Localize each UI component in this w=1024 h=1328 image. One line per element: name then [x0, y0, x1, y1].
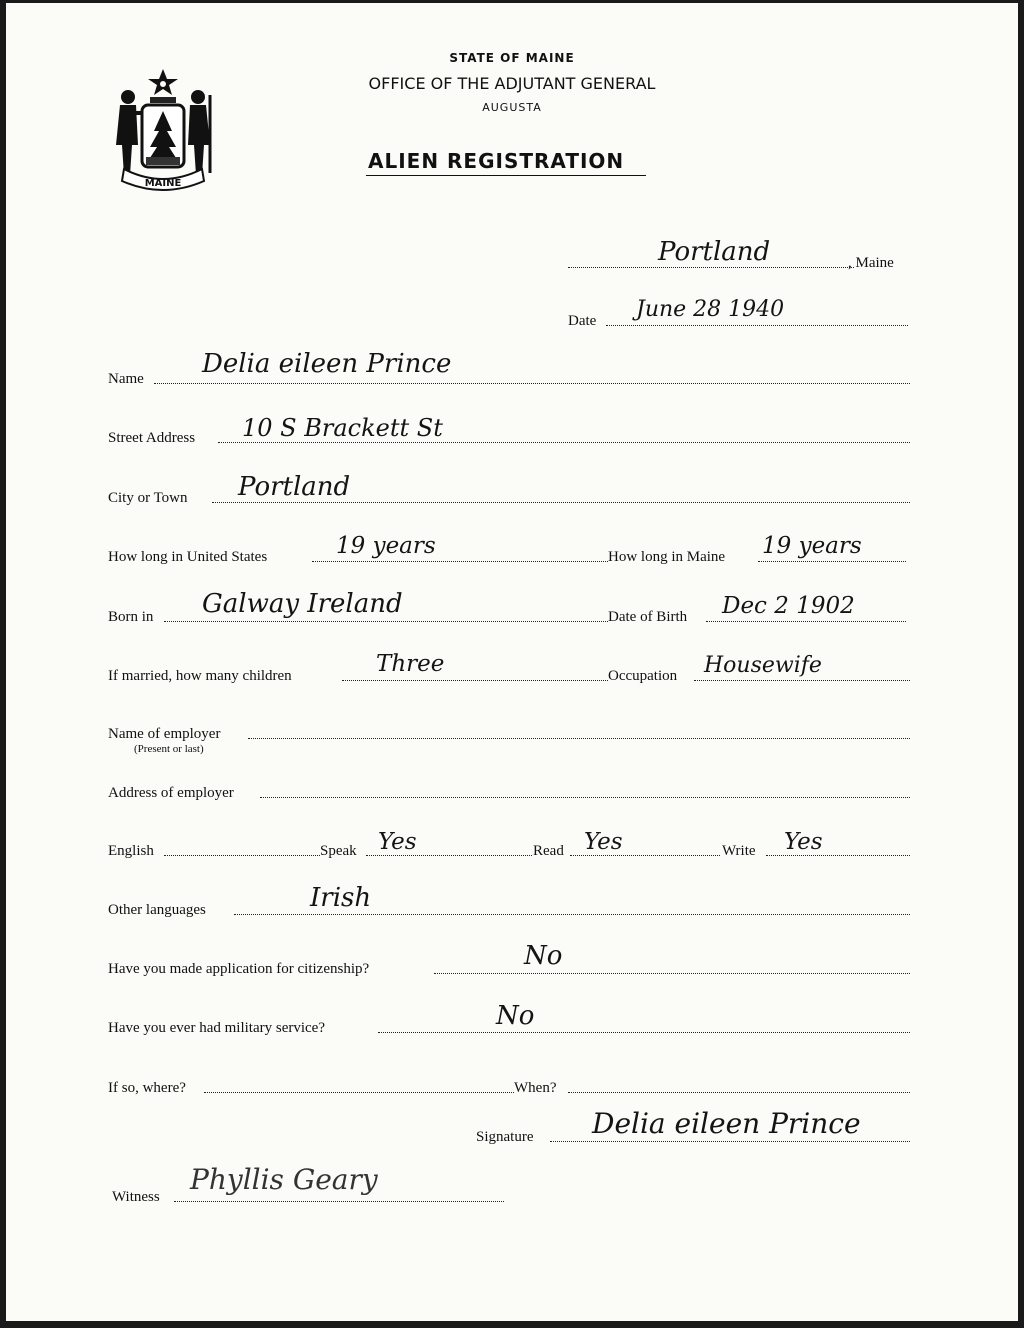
- signature-value: Delia eileen Prince: [592, 1107, 861, 1140]
- street-label: Street Address: [108, 430, 196, 446]
- read-label: Read: [533, 843, 564, 859]
- how-long-maine-label: How long in Maine: [608, 549, 726, 565]
- citizenship-label: Have you made application for citizenship?: [108, 961, 370, 977]
- form-title-underline: [366, 175, 646, 176]
- where-label: If so, where?: [108, 1080, 186, 1096]
- english-label: English: [108, 843, 154, 859]
- other-languages-value: Irish: [310, 883, 372, 913]
- employer-address-label: Address of employer: [108, 785, 234, 801]
- occupation-value: Housewife: [704, 653, 822, 678]
- street-value: 10 S Brackett St: [242, 414, 443, 442]
- signature-label: Signature: [476, 1129, 534, 1145]
- how-long-maine-line: [758, 561, 906, 562]
- witness-label: Witness: [112, 1189, 160, 1205]
- date-line: [606, 325, 908, 326]
- how-long-us-label: How long in United States: [108, 549, 268, 565]
- military-value: No: [496, 1001, 535, 1031]
- speak-label: Speak: [320, 843, 357, 859]
- when-line: [568, 1092, 910, 1093]
- city-line: [212, 502, 910, 503]
- how-long-us-line: [312, 561, 608, 562]
- witness-line: [174, 1201, 504, 1202]
- citizenship-line: [434, 973, 910, 974]
- military-line: [378, 1032, 910, 1033]
- employer-name-line: [248, 738, 910, 739]
- office-heading: OFFICE OF THE ADJUTANT GENERAL: [368, 74, 656, 93]
- other-languages-line: [234, 914, 910, 915]
- children-label: If married, how many children: [108, 668, 292, 684]
- name-value: Delia eileen Prince: [202, 349, 452, 379]
- employer-note-label: (Present or last): [134, 743, 204, 755]
- dob-line: [706, 621, 906, 622]
- speak-value: Yes: [378, 829, 417, 855]
- occupation-line: [694, 680, 910, 681]
- write-label: Write: [722, 843, 756, 859]
- maine-label: , Maine: [848, 255, 894, 271]
- place-value: Portland: [658, 237, 771, 267]
- write-value: Yes: [784, 829, 823, 855]
- dob-value: Dec 2 1902: [722, 593, 855, 619]
- signature-line: [550, 1141, 910, 1142]
- city-heading: AUGUSTA: [482, 101, 542, 114]
- read-value: Yes: [584, 829, 623, 855]
- when-label: When?: [514, 1080, 557, 1096]
- write-line: [766, 855, 910, 856]
- registration-form: [6, 3, 1018, 1321]
- children-line: [342, 680, 608, 681]
- english-line: [164, 855, 320, 856]
- other-languages-label: Other languages: [108, 902, 206, 918]
- form-title: ALIEN REGISTRATION: [368, 149, 625, 173]
- date-label: Date: [568, 313, 597, 329]
- place-line: [568, 267, 854, 268]
- employer-address-line: [260, 797, 910, 798]
- how-long-maine-value: 19 years: [762, 533, 862, 559]
- dob-label: Date of Birth: [608, 609, 688, 625]
- where-line: [204, 1092, 514, 1093]
- citizenship-value: No: [524, 941, 563, 971]
- occupation-label: Occupation: [608, 668, 678, 684]
- name-line: [154, 383, 910, 384]
- how-long-us-value: 19 years: [336, 533, 436, 559]
- state-heading: STATE OF MAINE: [449, 51, 575, 65]
- street-line: [218, 442, 910, 443]
- military-label: Have you ever had military service?: [108, 1020, 325, 1036]
- city-label: City or Town: [108, 490, 188, 506]
- speak-line: [366, 855, 532, 856]
- city-value: Portland: [238, 472, 351, 502]
- born-in-value: Galway Ireland: [202, 589, 403, 619]
- read-line: [570, 855, 720, 856]
- witness-value: Phyllis Geary: [190, 1163, 378, 1196]
- born-in-line: [164, 621, 608, 622]
- born-in-label: Born in: [108, 609, 154, 625]
- children-value: Three: [376, 651, 445, 677]
- date-value: June 28 1940: [636, 297, 785, 322]
- employer-name-label: Name of employer: [108, 726, 221, 742]
- seal-label: MAINE: [144, 178, 182, 189]
- name-label: Name: [108, 371, 144, 387]
